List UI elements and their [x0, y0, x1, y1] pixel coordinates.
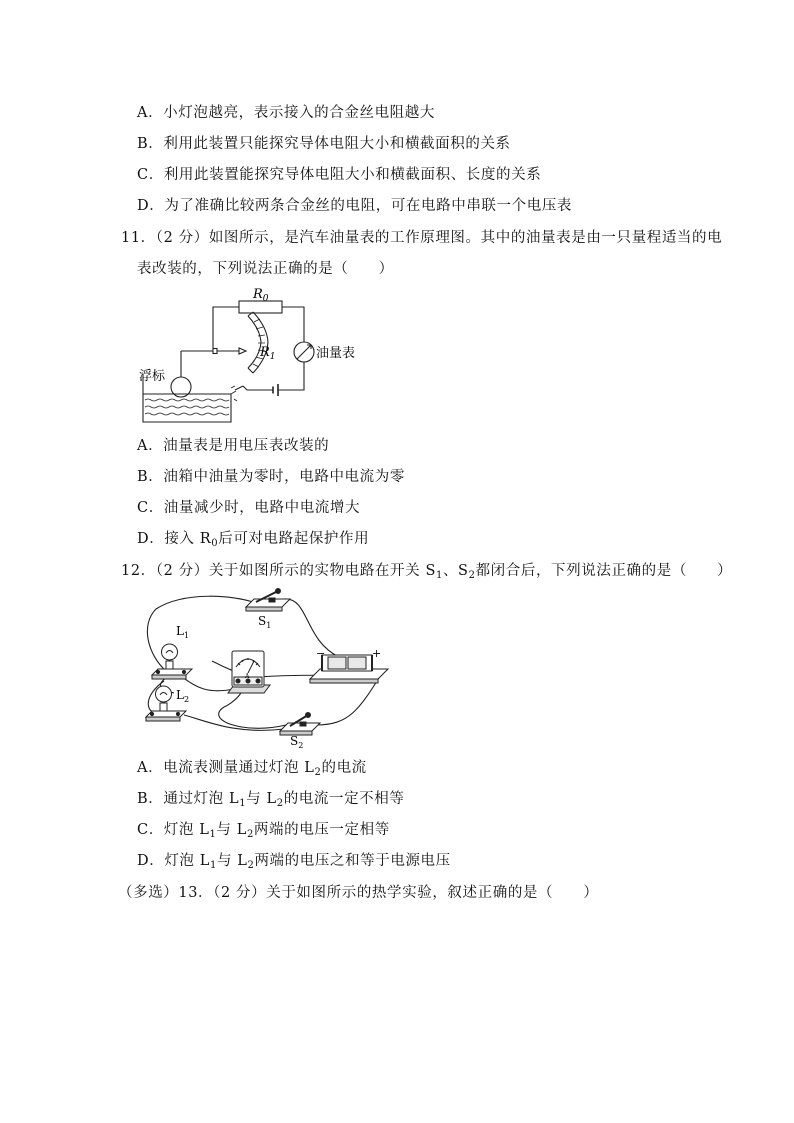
l2-label: $L_2$ [176, 688, 190, 704]
float-label: 浮标 [139, 369, 166, 384]
q10-option-a: A．小灯泡越亮，表示接入的合金丝电阻越大 [137, 105, 435, 121]
s1-label: $S_1$ [258, 614, 272, 630]
q11-option-b: B．油箱中油量为零时，电路中电流为零 [137, 469, 405, 485]
q11-option-c: C．油量减少时，电路中电流增大 [137, 500, 361, 516]
q10-option-c: C．利用此装置能探究导体电阻大小和横截面积、长度的关系 [137, 167, 542, 183]
q12-option-c: C．灯泡 $L_1$与 $L_2$两端的电压一定相等 [137, 822, 390, 840]
q11-option-a: A．油量表是用电压表改装的 [137, 438, 330, 454]
q11-stem-line2: 表改装的，下列说法正确的是（ ） [137, 261, 394, 277]
switch-s2-icon [280, 713, 320, 736]
oil-meter-label: 油量表 [316, 346, 356, 361]
physical-circuit-diagram [134, 585, 396, 751]
ammeter-icon [228, 651, 270, 693]
q11-option-d: D．接入 $R_0$后可对电路起保护作用 [137, 531, 370, 549]
q12-option-b: B．通过灯泡 $L_1$与 $L_2$的电流一定不相等 [137, 791, 405, 809]
switch-s1-icon [246, 589, 290, 612]
fuel-gauge-circuit-diagram [135, 282, 375, 430]
q12-stem: 12．（2 分）关于如图所示的实物电路在开关 $S_1$、$S_2$都闭合后，下列说法正确的是（ ） [121, 563, 733, 581]
battery-minus-label: − [316, 647, 326, 660]
r1-label: $R_1$ [260, 345, 276, 362]
r0-label: $R_0$ [253, 287, 269, 304]
q12-option-a: A．电流表测量通过灯泡 $L_2$的电流 [137, 760, 367, 778]
s2-label: $S_2$ [290, 734, 304, 750]
battery-plus-label: + [372, 647, 382, 660]
q13-stem: （多选）13．（2 分）关于如图所示的热学实验，叙述正确的是（ ） [118, 885, 599, 901]
l1-label: $L_1$ [176, 624, 190, 640]
q11-stem-line1: 11．（2 分）如图所示，是汽车油量表的工作原理图。其中的油量表是由一只量程适当的电 [121, 230, 723, 246]
ammeter-a-label: A [245, 673, 250, 680]
q10-option-b: B．利用此装置只能探究导体电阻大小和横截面积的关系 [137, 136, 511, 152]
q10-option-d: D．为了准确比较两条合金丝的电阻，可在电路中串联一个电压表 [137, 198, 573, 214]
q12-option-d: D．灯泡 $L_1$与 $L_2$两端的电压之和等于电源电压 [137, 853, 451, 871]
